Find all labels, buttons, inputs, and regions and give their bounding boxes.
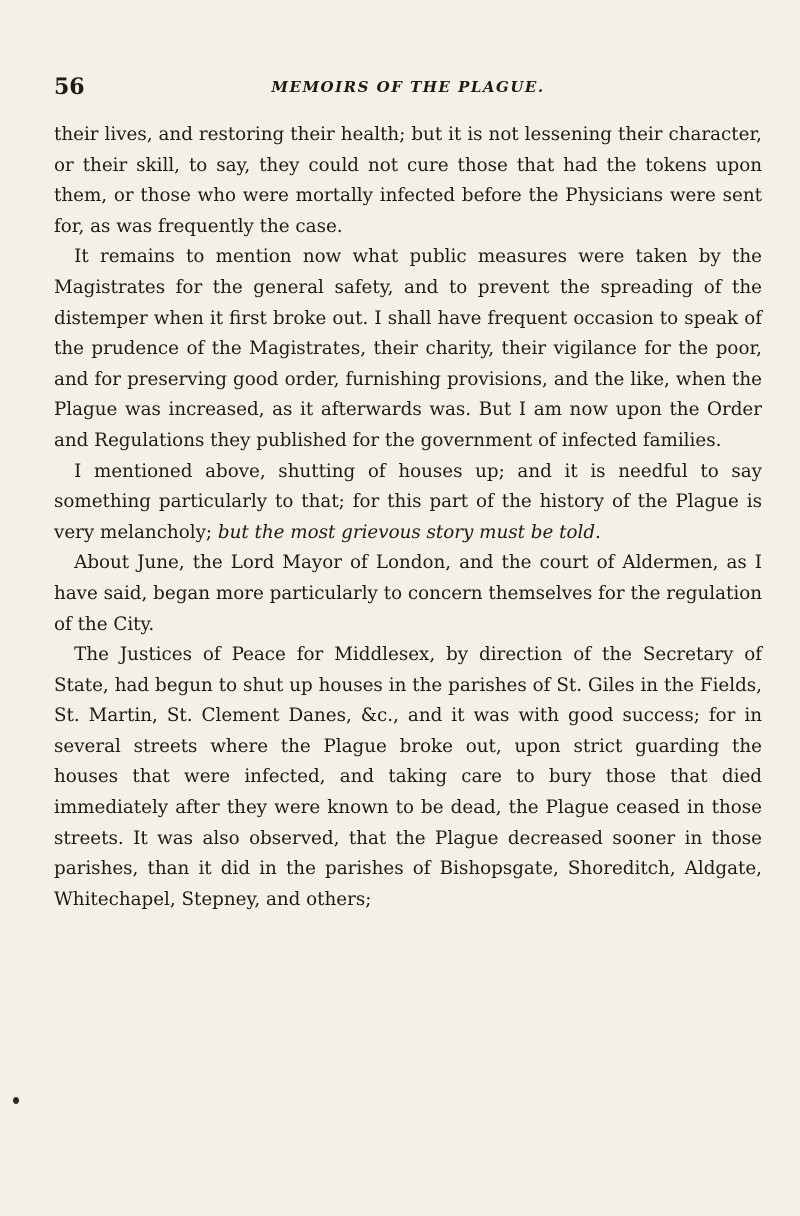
running-title: MEMOIRS OF THE PLAGUE. <box>271 78 545 96</box>
paragraph-public-measures: It remains to mention now what public measures were taken by the Magistrates for the general safety, and to prevent the spreading of the distemper when it first broke out. I shall have frequent occasion to speak of the prudence of the Magistrates, their charity, their vigilance for the poor, and for preserving good order, furnishing provisions, and the like, when the Plague was increased, as it afterwards was. But I am now upon the Order and Regulations they published for the government of infected families. <box>54 246 762 451</box>
body-text <box>54 120 762 915</box>
paragraph-shutting-houses-text: I mentioned above, shutting of houses up; and it is needful to say something particularly to that; for this part of the history of the Plague is very melancholy; <box>54 460 762 543</box>
paragraph-justices: The Justices of Peace for Middlesex, by direction of the Secretary of State, had begun to shut up houses in the parishes of St. Giles in the Fields, St. Martin, St. Clement Danes, &c., and it was with good success; for in several streets where the Plague broke out, upon strict guarding the houses that were infected, and taking care to bury those that died immediately after they were known to be dead, the Plague ceased in those streets. It was also observed, that the Plague decreased sooner in those parishes, than it did in the parishes of Bishopsgate, Shoreditch, Aldgate, Whitechapel, Stepney, and others; <box>54 644 762 910</box>
margin-ink-dot <box>13 1097 19 1104</box>
running-head <box>54 74 762 104</box>
paragraph-continued: their lives, and restoring their health; but it is not lessening their character, or their skill, to say, they could not cure those that had the tokens upon them, or those who were mortally infected before the Physicians were sent for, as was frequently the case. <box>54 124 762 237</box>
paragraph-shutting-houses <box>54 457 762 549</box>
page-number: 56 <box>54 74 85 100</box>
italic-sentence: but the most grievous story must be told. <box>217 521 601 543</box>
paragraph-lord-mayor: About June, the Lord Mayor of London, and the court of Aldermen, as I have said, began more particularly to concern themselves for the regulation of the City. <box>54 552 762 635</box>
